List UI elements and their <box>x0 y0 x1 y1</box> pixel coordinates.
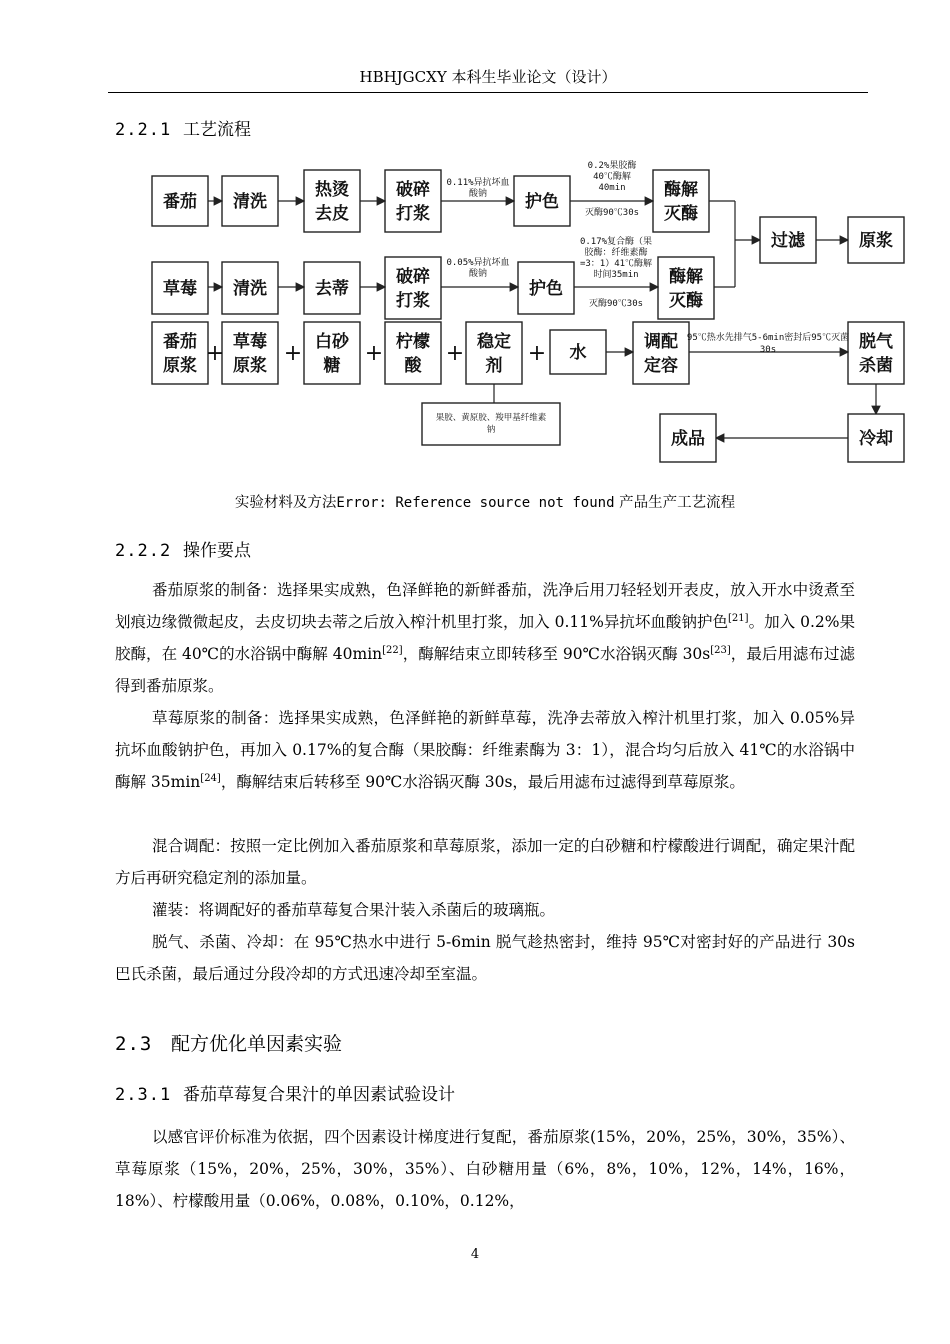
flow-box-row2-5 <box>658 257 714 319</box>
svg-text:破碎: 破碎 <box>396 267 430 287</box>
flow-note-row1-b2 <box>585 206 639 218</box>
paragraph-strawberry-pulp: 草莓原浆的制备：选择果实成熟，色泽鲜艳的新鲜草莓，洗净去蒂放入榨汁机里打浆，加入 0.05%异抗坏血酸钠护色，再加入 0.17%的复合酶（果胶酶：纤维素酶为 3：1），混合均匀后放入 41℃的水浴锅中酶解 35min[24]，酶解结束后转移至 90℃水浴锅灭酶 30s，最后用滤布过滤得到草莓原浆。 <box>115 709 855 791</box>
svg-text:破碎: 破碎 <box>396 180 430 200</box>
flow-box-row2-0 <box>152 262 208 314</box>
flow-plus-sign: + <box>445 341 465 366</box>
svg-text:定容: 定容 <box>644 356 678 376</box>
flow-box-row3-6 <box>633 322 689 384</box>
svg-text:番茄: 番茄 <box>163 192 197 212</box>
flow-box-row3-0 <box>152 322 208 384</box>
svg-text:打浆: 打浆 <box>396 204 430 224</box>
svg-text:草莓: 草莓 <box>233 332 267 352</box>
svg-text:清洗: 清洗 <box>233 279 267 299</box>
svg-text:灭酶90℃30s: 灭酶90℃30s <box>588 299 644 309</box>
paragraph-mixing: 混合调配：按照一定比例加入番茄原浆和草莓原浆，添加一定的白砂糖和柠檬酸进行调配，确定果汁配方后再研究稳定剂的添加量。 <box>115 837 855 887</box>
svg-text:草莓: 草莓 <box>163 279 197 299</box>
flow-box-row3-4 <box>466 322 522 384</box>
svg-text:酸钠: 酸钠 <box>468 189 488 199</box>
flow-box-row1-5 <box>653 170 709 232</box>
svg-text:成品: 成品 <box>671 429 705 449</box>
svg-text:去蒂: 去蒂 <box>315 279 349 299</box>
svg-text:0.11%异抗坏血: 0.11%异抗坏血 <box>446 178 510 188</box>
flow-box-row3-2 <box>304 322 360 384</box>
svg-text:护色: 护色 <box>525 192 559 212</box>
flow-plus-sign: + <box>364 341 384 366</box>
flow-box-row1-2 <box>304 170 360 232</box>
process-flow-diagram <box>0 0 950 480</box>
svg-text:钠: 钠 <box>486 425 496 435</box>
svg-text:灭酶: 灭酶 <box>664 204 698 224</box>
flow-box-product <box>660 414 716 462</box>
flow-box-row2-1 <box>222 262 278 314</box>
svg-text:原浆: 原浆 <box>859 231 893 251</box>
flow-box-raw-pulp <box>848 217 904 263</box>
svg-text:清洗: 清洗 <box>233 192 267 212</box>
svg-text:灭酶90℃30s: 灭酶90℃30s <box>584 208 640 218</box>
svg-text:热烫: 热烫 <box>315 180 349 200</box>
flow-note-row2-b2 <box>589 297 643 309</box>
svg-text:95℃热水先排气5-6min密封后95℃灭菌: 95℃热水先排气5-6min密封后95℃灭菌 <box>686 333 850 343</box>
flow-box-cooling <box>848 414 904 462</box>
flow-box-row3-5 <box>550 330 606 374</box>
svg-text:原浆: 原浆 <box>233 356 267 376</box>
flow-box-row2-2 <box>304 262 360 314</box>
svg-text:0.05%异抗坏血: 0.05%异抗坏血 <box>446 258 510 268</box>
svg-text:水: 水 <box>569 343 587 363</box>
svg-text:原浆: 原浆 <box>163 356 197 376</box>
svg-text:白砂: 白砂 <box>315 332 349 352</box>
flow-box-row3-3 <box>385 322 441 384</box>
svg-text:酶解: 酶解 <box>669 267 703 287</box>
flow-box-row1-3 <box>385 170 441 232</box>
flow-note-row2-a <box>446 256 509 279</box>
svg-text:时间35min: 时间35min <box>593 270 639 280</box>
svg-text:脱气: 脱气 <box>859 332 893 352</box>
svg-text:稳定: 稳定 <box>477 332 511 352</box>
flow-box-row3-1 <box>222 322 278 384</box>
paragraph-sterilization: 脱气、杀菌、冷却：在 95℃热水中进行 5-6min 脱气趁热密封，维持 95℃对密封好的产品进行 30s 巴氏杀菌，最后通过分段冷却的方式迅速冷却至室温。 <box>115 933 855 983</box>
svg-text:番茄: 番茄 <box>163 332 197 352</box>
flow-box-row1-4 <box>514 176 570 226</box>
svg-text:柠檬: 柠檬 <box>396 332 430 352</box>
page-header: HBHJGCXY 本科生毕业论文（设计） <box>108 66 868 93</box>
svg-text:冷却: 冷却 <box>859 429 893 449</box>
svg-text:30s: 30s <box>759 345 777 355</box>
flow-box-row2-4 <box>518 262 574 314</box>
svg-text:0.17%复合酶（果: 0.17%复合酶（果 <box>579 237 653 247</box>
svg-text:过滤: 过滤 <box>771 231 805 251</box>
svg-text:40min: 40min <box>598 183 626 193</box>
flow-box-filter <box>760 217 816 263</box>
svg-text:剂: 剂 <box>485 356 503 376</box>
paragraph-single-factor-design: 以感官评价标准为依据，四个因素设计梯度进行复配，番茄原浆(15%，20%，25%，30%，35%）、草莓原浆（15%，20%，25%，30%，35%）、白砂糖用量（6%，8%，10%，12%，14%，16%，18%）、柠檬酸用量（0.06%，0.08%，0.10%，0.12%， <box>115 1128 855 1210</box>
svg-text:0.2%果胶酶: 0.2%果胶酶 <box>587 161 637 171</box>
svg-text:酸: 酸 <box>404 356 422 376</box>
svg-text:护色: 护色 <box>529 279 563 299</box>
flow-note-row1-b <box>588 159 637 193</box>
section-heading-2-3: 2.3 配方优化单因素实验 <box>115 1033 343 1055</box>
svg-text:去皮: 去皮 <box>315 204 349 224</box>
section-heading-2-2-2: 2.2.2 操作要点 <box>115 541 251 561</box>
svg-text:打浆: 打浆 <box>396 291 430 311</box>
flow-plus-sign: + <box>527 341 547 366</box>
flow-box-row1-0 <box>152 176 208 226</box>
flow-plus-sign: + <box>205 341 225 366</box>
flow-plus-sign: + <box>283 341 303 366</box>
svg-text:果胶、黄原胶、羧甲基纤维素: 果胶、黄原胶、羧甲基纤维素 <box>435 413 547 423</box>
svg-text:调配: 调配 <box>644 332 678 352</box>
figure-caption: 实验材料及方法Error: Reference source not found 产品生产工艺流程 <box>234 495 736 511</box>
section-heading-2-2-1: 2.2.1 工艺流程 <box>115 120 251 140</box>
svg-text:胶酶：纤维素酶: 胶酶：纤维素酶 <box>584 248 648 258</box>
flow-box-row3-7 <box>848 322 904 384</box>
page-number: 4 <box>470 1247 480 1262</box>
svg-text:酶解: 酶解 <box>664 180 698 200</box>
svg-text:糖: 糖 <box>323 356 341 376</box>
section-heading-2-3-1: 2.3.1 番茄草莓复合果汁的单因素试验设计 <box>115 1085 455 1105</box>
paragraph-tomato-pulp: 番茄原浆的制备：选择果实成熟，色泽鲜艳的新鲜番茄，洗净后用刀轻轻划开表皮，放入开水中烫煮至划痕边缘微微起皮，去皮切块去蒂之后放入榨汁机里打浆，加入 0.11%异抗坏血酸钠护色[21]。加入 0.2%果胶酶，在 40℃的水浴锅中酶解 40min[22]，酶解结束立即转移至 90℃水浴锅灭酶 30s[23]，最后用滤布过滤得到番茄原浆。 <box>115 581 856 695</box>
flow-box-row2-3 <box>385 257 441 319</box>
svg-text:灭酶: 灭酶 <box>669 291 703 311</box>
flow-note-row2-b <box>580 235 652 280</box>
svg-text:酸钠: 酸钠 <box>468 269 488 279</box>
svg-text:杀菌: 杀菌 <box>859 356 893 376</box>
svg-text:40℃酶解: 40℃酶解 <box>593 172 631 182</box>
flow-box-row1-1 <box>222 176 278 226</box>
flow-stabilizer-note <box>422 403 560 445</box>
flow-note-row1-a <box>446 176 509 199</box>
svg-text:=3：1）41℃酶解: =3：1）41℃酶解 <box>579 259 653 269</box>
paragraph-filling: 灌装：将调配好的番茄草莓复合果汁装入杀菌后的玻璃瓶。 <box>152 901 556 919</box>
